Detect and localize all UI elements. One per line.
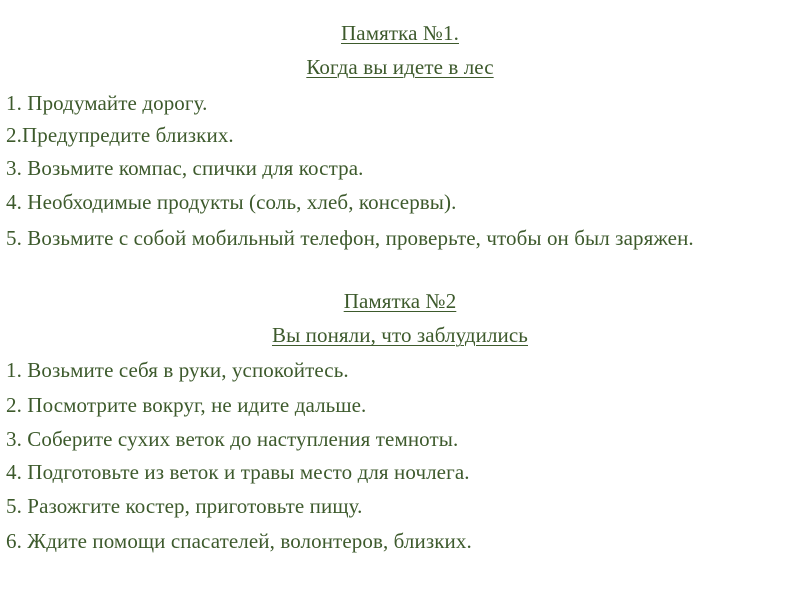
memo-2-item: 2. Посмотрите вокруг, не идите дальше. [6,393,367,417]
memo-2-item: 3. Соберите сухих веток до наступления темноты. [6,427,459,451]
memo-1-title: Памятка №1. [341,21,459,45]
memo-2-item: 4. Подготовьте из веток и травы место для ночлега. [6,460,470,484]
memo-1-item: 3. Возьмите компас, спички для костра. [6,156,364,180]
memo-1-subtitle: Когда вы идете в лес [306,55,494,79]
memo-1-item: 2.Предупредите близких. [6,123,234,147]
memo-1-item: 4. Необходимые продукты (соль, хлеб, консервы). [6,190,457,214]
memo-2-item: 5. Разожгите костер, приготовьте пищу. [6,494,363,518]
memo-2-item: 6. Ждите помощи спасателей, волонтеров, близких. [6,529,472,553]
memo-2-subtitle: Вы поняли, что заблудились [271,323,528,347]
memo-1-item: 5. Возьмите с собой мобильный телефон, проверьте, чтобы он был заряжен. [6,226,694,250]
memo-2-item: 1. Возьмите себя в руки, успокойтесь. [6,358,349,382]
memo-2-title: Памятка №2 [343,289,457,313]
memo-1-item: 1. Продумайте дорогу. [6,91,208,115]
